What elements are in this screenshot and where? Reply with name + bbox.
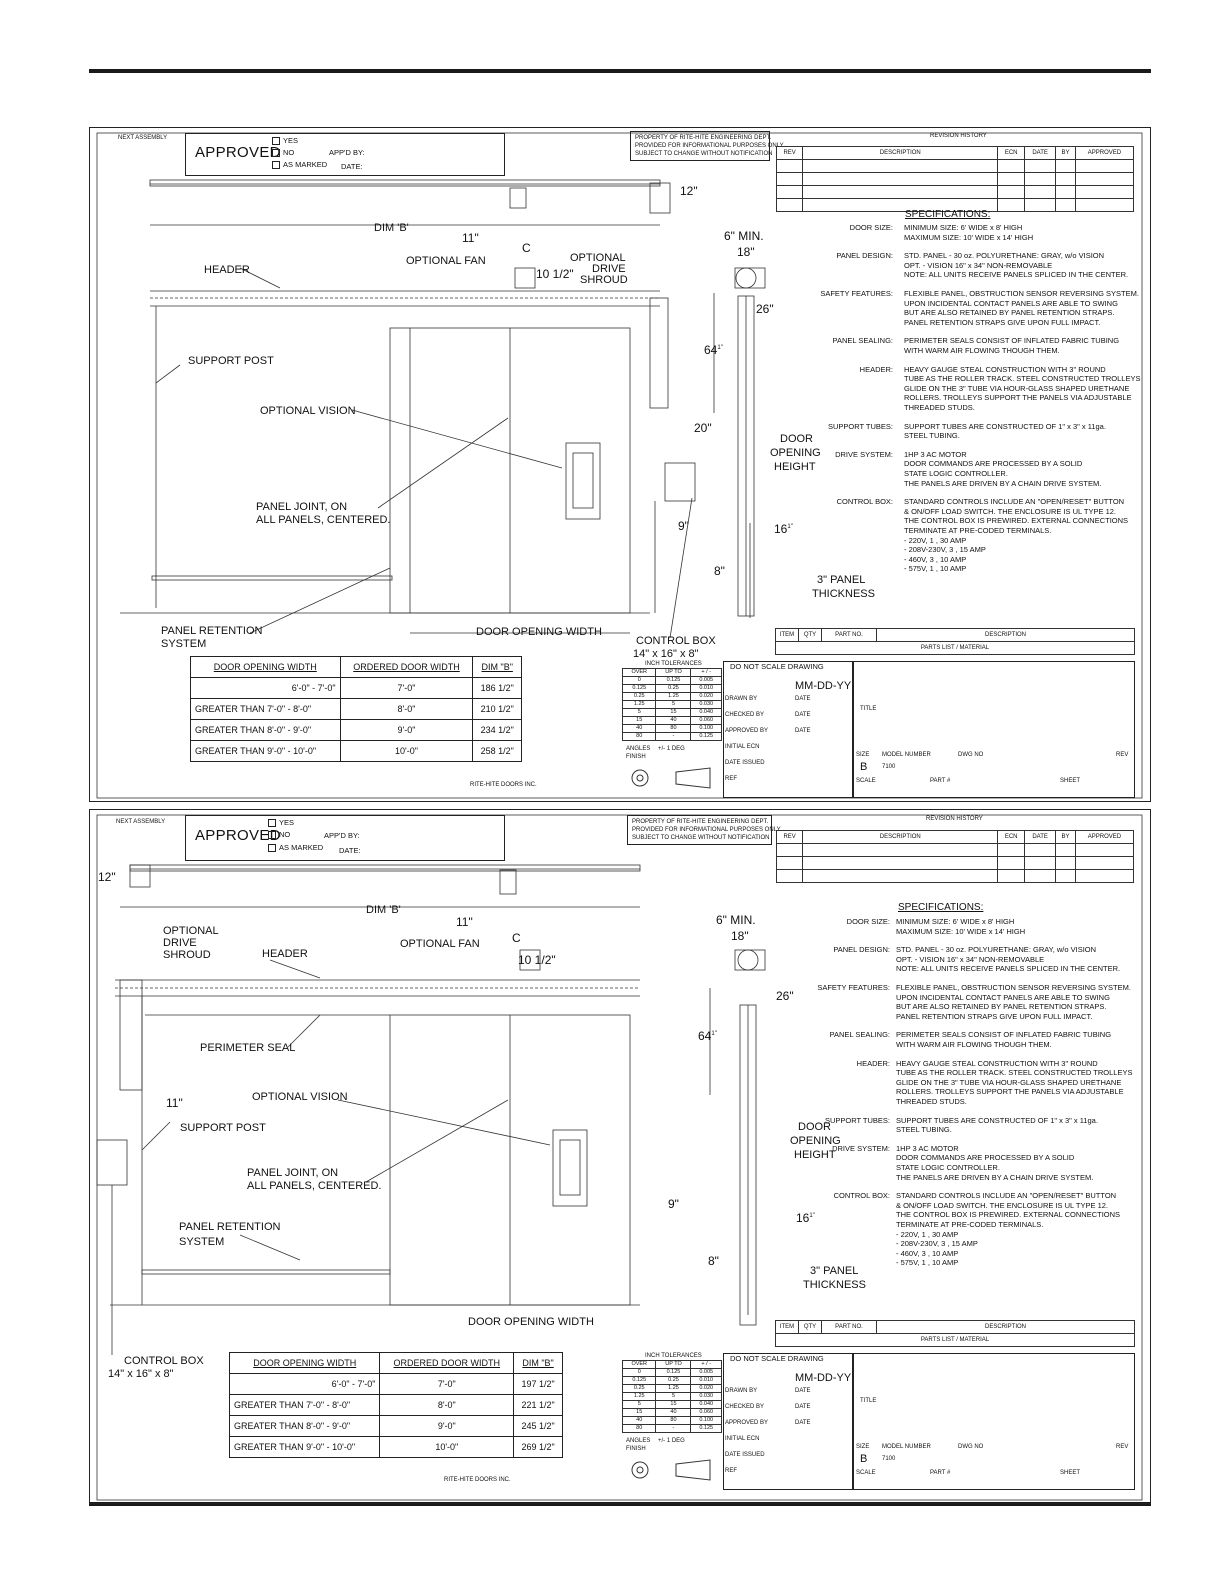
spec-value-line: TUBE AS THE ROLLER TRACK. STEEL CONSTRUCTED TROLLEYS [904, 374, 1141, 384]
header-label: HEADER [262, 948, 308, 960]
spec-value-line: - 208V-230V, 3 , 15 AMP [904, 545, 986, 555]
part-number-label: PART # [930, 1470, 951, 1476]
header-label: HEADER [204, 264, 250, 276]
title-block [620, 1320, 1140, 1500]
dim-12: 12" [98, 870, 116, 884]
date-label: DATE [795, 1420, 811, 1426]
date-format: MM-DD-YY [795, 1372, 852, 1384]
spec-value-line: NOTE: ALL UNITS RECEIVE PANELS SPLICED IN THE CENTER. [904, 270, 1129, 280]
door-size-table [229, 1352, 563, 1458]
model-number-value: 7100 [882, 764, 896, 770]
top-rule [89, 69, 1151, 73]
parts-list-table: ITEM QTY PART NO. DESCRIPTION PARTS LIST / MATERIAL [775, 1320, 1135, 1347]
spec-value-line: THREADED STUDS. [904, 403, 975, 412]
control-box-size: 14" x 16" x 8" [633, 648, 699, 660]
spec-value-line: FLEXIBLE PANEL, OBSTRUCTION SENSOR REVERSING SYSTEM. [904, 289, 1139, 298]
spec-value-line: BUT ARE ALSO RETAINED BY PANEL RETENTION STRAPS. [896, 1002, 1107, 1012]
dim-20: 20" [694, 421, 712, 435]
title-label: TITLE [860, 1398, 877, 1404]
date-issued-label: DATE ISSUED [725, 760, 765, 766]
revision-history-title: REVISION HISTORY [930, 133, 987, 139]
door-opening-height-label: OPENING [790, 1135, 841, 1147]
spec-value-line: WITH WARM AIR FLOWING THOUGH THEM. [896, 1040, 1052, 1049]
dim-26: 26" [756, 302, 774, 316]
centerline-symbol: C [522, 241, 531, 255]
approved-by-label: APPROVED BY [725, 728, 769, 734]
tolerances-title: INCH TOLERANCES [645, 1353, 702, 1359]
ref-label: REF [725, 776, 737, 782]
spec-value-line: UPON INCIDENTAL CONTACT PANELS ARE ABLE TO SWING [904, 298, 1118, 308]
spec-label: CONTROL BOX: [833, 1191, 890, 1201]
spec-value-line: SUPPORT TUBES ARE CONSTRUCTED OF 1" x 3" x 11ga. [896, 1115, 1098, 1125]
door-size-table [190, 656, 522, 762]
spec-value-line: TERMINATE AT PRE-CODED TERMINALS. [904, 526, 1052, 535]
spec-value-line: MAXIMUM SIZE: 10' WIDE x 14' HIGH [896, 926, 1026, 936]
dim-11: 11" [462, 231, 479, 245]
door-opening-height-label: DOOR [798, 1121, 831, 1133]
control-box-size: 14" x 16" x 8" [108, 1368, 174, 1380]
table-row: 80 - 0.125 [623, 733, 722, 741]
door-opening-height-label: OPENING [770, 447, 821, 459]
spec-value-line: MINIMUM SIZE: 6' WIDE x 8' HIGH [904, 223, 1023, 232]
dim-64: $64^{1"}$ [704, 343, 723, 357]
table-row: 0.25 1.25 0.020 [623, 1385, 722, 1393]
spec-value-line: THREADED STUDS. [896, 1097, 967, 1106]
perimeter-seal-label: PERIMETER SEAL [200, 1042, 296, 1054]
approve-as-marked-option[interactable]: AS MARKED [268, 844, 323, 852]
spec-value-line: GLIDE ON THE 3" TUBE VIA HOUR-GLASS SHAPED URETHANE [896, 1077, 1122, 1087]
specifications-title: SPECIFICATIONS: [905, 209, 991, 220]
size-label: SIZE [856, 752, 870, 758]
model-number-value: 7100 [882, 1456, 896, 1462]
spec-value-line: - 220V, 1 , 30 AMP [896, 1229, 959, 1239]
panel-thickness-label: THICKNESS [812, 588, 875, 600]
spec-value-line: ROLLERS. TROLLEYS SUPPORT THE PANELS VIA ADJUSTABLE [896, 1087, 1124, 1097]
dim-9: 9" [678, 519, 689, 533]
table-header: ORDERED DOOR WIDTH [340, 657, 473, 678]
optional-fan-label: OPTIONAL FAN [406, 255, 486, 267]
property-note-line: PROPERTY OF RITE-HITE ENGINEERING DEPT. [635, 135, 772, 141]
panel-thickness-label: 3" PANEL [817, 574, 866, 586]
do-not-scale-label: DO NOT SCALE DRAWING [730, 662, 824, 671]
door-opening-height-label: HEIGHT [794, 1149, 836, 1161]
approve-as-marked-option[interactable]: AS MARKED [272, 161, 327, 169]
door-opening-width-label: DOOR OPENING WIDTH [468, 1316, 594, 1328]
spec-value-line: SUPPORT TUBES ARE CONSTRUCTED OF 1" x 3" x 11ga. [904, 421, 1106, 431]
approve-no-option[interactable]: NO [272, 149, 294, 157]
spec-value-line: DOOR COMMANDS ARE PROCESSED BY A SOLID [896, 1153, 1075, 1163]
table-row: GREATER THAN 8'-0" - 9'-0" 9'-0" 234 1/2" [191, 720, 522, 741]
checkbox-icon [272, 149, 280, 157]
checkbox-icon [268, 831, 276, 839]
rev-label: REV [1116, 752, 1129, 758]
checkbox-icon [272, 161, 280, 169]
specifications-title: SPECIFICATIONS: [898, 902, 984, 913]
revision-table: REV DESCRIPTION ECN DATE BY APPROVED [776, 146, 1134, 212]
property-note-line: PROPERTY OF RITE-HITE ENGINEERING DEPT. [632, 819, 769, 825]
panel-retention-label: PANEL RETENTION [179, 1221, 281, 1233]
door-opening-width-label: DOOR OPENING WIDTH [476, 626, 602, 638]
copyright-note: RITE-HITE DOORS INC. [444, 1477, 511, 1483]
table-row: 0 0.125 0.005 [623, 1369, 722, 1377]
drawn-by-label: DRAWN BY [725, 1388, 758, 1394]
panel-joint-label: ALL PANELS, CENTERED. [247, 1180, 382, 1192]
spec-label: PANEL SEALING: [829, 1030, 890, 1040]
spec-label: DOOR SIZE: [849, 223, 893, 232]
table-header: DIM "B" [514, 1353, 563, 1374]
checkbox-icon [272, 137, 280, 145]
table-row: 5 15 0.040 [623, 709, 722, 717]
spec-value-line: - 460V, 3 , 10 AMP [904, 554, 967, 564]
appd-by-label: APP'D BY: [324, 831, 360, 840]
table-row: 40 80 0.100 [623, 725, 722, 733]
spec-value-line: THE CONTROL BOX IS PREWIRED. EXTERNAL CONNECTIONS [896, 1210, 1121, 1220]
panel-thickness-label: THICKNESS [803, 1279, 866, 1291]
drawn-by-label: DRAWN BY [725, 696, 758, 702]
date-label: DATE [795, 696, 811, 702]
table-row: GREATER THAN 9'-0" - 10'-0" 10'-0" 269 1/2" [230, 1437, 563, 1458]
tolerances-title: INCH TOLERANCES [645, 661, 702, 667]
panel-retention-label: SYSTEM [179, 1236, 225, 1248]
dim-8: 8" [708, 1254, 719, 1268]
dim-12: 12" [680, 184, 698, 198]
table-row: 0.25 1.25 0.020 [623, 693, 722, 701]
model-number-label: MODEL NUMBER [882, 1444, 931, 1450]
drive-shroud-label: OPTIONAL [570, 252, 626, 264]
support-post-label: SUPPORT POST [180, 1122, 266, 1134]
control-box-label: CONTROL BOX [636, 635, 716, 647]
table-row: 0.125 0.25 0.010 [623, 1377, 722, 1385]
dim-16: $16^{1"}$ [796, 1211, 815, 1225]
approval-box [185, 133, 505, 176]
spec-label: SAFETY FEATURES: [817, 983, 890, 992]
spec-label: SUPPORT TUBES: [824, 1115, 890, 1125]
dim-10-5: 10 1/2" [518, 953, 556, 967]
spec-value-line: FLEXIBLE PANEL, OBSTRUCTION SENSOR REVERSING SYSTEM. [896, 983, 1131, 992]
drive-shroud-label: SHROUD [580, 274, 628, 286]
table-row: GREATER THAN 9'-0" - 10'-0" 10'-0" 258 1/2" [191, 741, 522, 762]
drive-shroud-label: SHROUD [163, 949, 211, 961]
scale-label: SCALE [856, 778, 876, 784]
dim-18: 18" [737, 245, 755, 259]
dim-10-5: 10 1/2" [536, 267, 574, 281]
date-issued-label: DATE ISSUED [725, 1452, 765, 1458]
projection-symbol-icon [628, 766, 720, 790]
table-row: 6'-0" - 7'-0" 7'-0" 197 1/2" [230, 1374, 563, 1395]
title-label: TITLE [860, 706, 877, 712]
spec-value-line: NOTE: ALL UNITS RECEIVE PANELS SPLICED IN THE CENTER. [896, 964, 1121, 974]
spec-value-line: ROLLERS. TROLLEYS SUPPORT THE PANELS VIA ADJUSTABLE [904, 393, 1132, 403]
table-row: 1.25 5 0.030 [623, 701, 722, 709]
size-value: B [860, 1453, 868, 1465]
table-row: 5 15 0.040 [623, 1401, 722, 1409]
dim-26: 26" [776, 989, 794, 1003]
revision-table: REV DESCRIPTION ECN DATE BY APPROVED [776, 830, 1134, 883]
optional-vision-label: OPTIONAL VISION [260, 405, 356, 417]
dwg-no-label: DWG NO [958, 752, 984, 758]
angles-label: ANGLES [626, 746, 651, 752]
sheet-label: SHEET [1060, 778, 1081, 784]
ref-label: REF [725, 1468, 737, 1474]
spec-value-line: HEAVY GAUGE STEAL CONSTRUCTION WITH 3" ROUND [904, 364, 1106, 374]
spec-value-line: OPT. - VISION 16" x 34" NON-REMOVABLE [904, 260, 1053, 270]
approval-date-label: DATE: [339, 846, 361, 855]
title-area-box [853, 661, 1135, 798]
panel-retention-label: SYSTEM [161, 638, 207, 650]
table-header: ORDERED DOOR WIDTH [380, 1353, 514, 1374]
table-row: 0 0.125 0.005 [623, 677, 722, 685]
spec-label: PANEL DESIGN: [836, 251, 893, 261]
parts-list-table: ITEM QTY PART NO. DESCRIPTION PARTS LIST / MATERIAL [775, 628, 1135, 655]
property-note-line: PROVIDED FOR INFORMATIONAL PURPOSES ONLY [632, 827, 781, 833]
door-opening-height-label: DOOR [780, 433, 813, 445]
checked-by-label: CHECKED BY [725, 712, 765, 718]
property-note-box [627, 815, 781, 845]
date-label: DATE [795, 728, 811, 734]
spec-value-line: STANDARD CONTROLS INCLUDE AN "OPEN/RESET" BUTTON [896, 1191, 1117, 1201]
panel-joint-label: PANEL JOINT, ON [256, 501, 348, 513]
spec-value-line: PERIMETER SEALS CONSIST OF INFLATED FABRIC TUBING [896, 1030, 1112, 1040]
angles-value: +/- 1 DEG [658, 746, 685, 752]
table-row: GREATER THAN 7'-0" - 8'-0" 8'-0" 221 1/2" [230, 1395, 563, 1416]
copyright-note: RITE-HITE DOORS INC. [470, 782, 537, 788]
spec-value-line: STATE LOGIC CONTROLLER. [896, 1163, 1000, 1172]
scale-label: SCALE [856, 1470, 876, 1476]
angles-value: +/- 1 DEG [658, 1438, 685, 1444]
dim-b-label: DIM 'B' [374, 222, 409, 234]
dim-9: 9" [668, 1197, 679, 1211]
table-row: GREATER THAN 7'-0" - 8'-0" 8'-0" 210 1/2" [191, 699, 522, 720]
drive-shroud-label: OPTIONAL [163, 925, 219, 937]
next-assembly-label: NEXT ASSEMBLY [116, 819, 166, 825]
dim-64: $64^{1"}$ [698, 1029, 717, 1043]
spec-value-line: STD. PANEL - 30 oz. POLYURETHANE: GRAY, w/o VISION [896, 945, 1097, 955]
spec-value-line: 1HP 3 AC MOTOR [904, 449, 967, 459]
checked-by-label: CHECKED BY [725, 1404, 765, 1410]
spec-label: SAFETY FEATURES: [820, 289, 893, 298]
spec-value-line: STEEL TUBING. [896, 1125, 952, 1135]
panel-thickness-label: 3" PANEL [810, 1265, 859, 1277]
appd-by-label: APP'D BY: [329, 148, 365, 157]
spec-value-line: - 460V, 3 , 10 AMP [896, 1248, 959, 1258]
spec-value-line: MAXIMUM SIZE: 10' WIDE x 14' HIGH [904, 232, 1034, 242]
property-note-line: SUBJECT TO CHANGE WITHOUT NOTIFICATION [635, 151, 773, 157]
approve-yes-option[interactable]: YES [272, 137, 298, 145]
spec-label: HEADER: [859, 364, 893, 374]
spec-value-line: DOOR COMMANDS ARE PROCESSED BY A SOLID [904, 459, 1083, 469]
approval-box [185, 815, 505, 861]
initial-ecn-label: INITIAL ECN [725, 744, 760, 750]
spec-value-line: - 208V-230V, 3 , 15 AMP [896, 1239, 978, 1249]
drive-shroud-label: DRIVE [592, 263, 626, 275]
date-label: DATE [795, 1404, 811, 1410]
support-post-label: SUPPORT POST [188, 355, 274, 367]
control-box-label: CONTROL BOX [124, 1355, 204, 1367]
date-label: DATE [795, 712, 811, 718]
checkbox-icon [268, 819, 276, 827]
dim-11-post: 11" [166, 1096, 183, 1110]
spec-value-line: TUBE AS THE ROLLER TRACK. STEEL CONSTRUCTED TROLLEYS [896, 1068, 1133, 1078]
spec-value-line: 1HP 3 AC MOTOR [896, 1143, 959, 1153]
table-row: 1.25 5 0.030 [623, 1393, 722, 1401]
approval-date-label: DATE: [341, 162, 363, 171]
date-format: MM-DD-YY [795, 680, 852, 692]
spec-value-line: PANEL RETENTION STRAPS GIVE UPON FULL IMPACT. [896, 1011, 1093, 1021]
optional-fan-label: OPTIONAL FAN [400, 938, 480, 950]
dim-6-min: 6" MIN. [724, 229, 764, 243]
spec-value-line: & ON/OFF LOAD SWITCH. THE ENCLOSURE IS UL TYPE 12. [896, 1200, 1108, 1210]
spec-label: DOOR SIZE: [846, 917, 890, 926]
table-row: 6'-0" - 7'-0" 7'-0" 186 1/2" [191, 678, 522, 699]
optional-vision-label: OPTIONAL VISION [252, 1091, 348, 1103]
table-row: 80 - 0.125 [623, 1425, 722, 1433]
dim-8: 8" [714, 564, 725, 578]
angles-label: ANGLES [626, 1438, 651, 1444]
dim-16: $16^{1"}$ [774, 522, 793, 536]
spec-value-line: - 220V, 1 , 30 AMP [904, 535, 967, 545]
tolerance-table: OVER UP TO + / - 0 0.125 0.005 0.125 0.25 0.010 0.25 1.25 0.020 1.25 5 0.030 5 15 0.040 15 40 0.060 40 80 0.100 80 - 0.125 [622, 1360, 722, 1433]
spec-value-line: PANEL RETENTION STRAPS GIVE UPON FULL IMPACT. [904, 317, 1101, 327]
property-note-box [630, 131, 784, 161]
spec-label: HEADER: [856, 1058, 890, 1068]
panel-retention-label: PANEL RETENTION [161, 625, 263, 637]
do-not-scale-label: DO NOT SCALE DRAWING [730, 1354, 824, 1363]
drive-shroud-label: DRIVE [163, 937, 197, 949]
table-row: 15 40 0.060 [623, 717, 722, 725]
approved-title: APPROVED [195, 827, 281, 844]
model-number-label: MODEL NUMBER [882, 752, 931, 758]
sheet-label: SHEET [1060, 1470, 1081, 1476]
approved-by-label: APPROVED BY [725, 1420, 769, 1426]
spec-value-line: GLIDE ON THE 3" TUBE VIA HOUR-GLASS SHAPED URETHANE [904, 383, 1130, 393]
checkbox-icon [268, 844, 276, 852]
rev-label: REV [1116, 1444, 1129, 1450]
dim-11: 11" [456, 915, 473, 929]
approve-yes-option[interactable]: YES [268, 819, 294, 827]
spec-value-line: STATE LOGIC CONTROLLER. [904, 469, 1008, 478]
table-header: DIM "B" [473, 657, 522, 678]
spec-label: PANEL SEALING: [832, 336, 893, 346]
spec-label: CONTROL BOX: [836, 497, 893, 507]
spec-value-line: THE PANELS ARE DRIVEN BY A CHAIN DRIVE SYSTEM. [896, 1172, 1094, 1182]
spec-value-line: PERIMETER SEALS CONSIST OF INFLATED FABRIC TUBING [904, 336, 1120, 346]
size-value: B [860, 761, 868, 773]
date-label: DATE [795, 1388, 811, 1394]
spec-value-line: UPON INCIDENTAL CONTACT PANELS ARE ABLE TO SWING [896, 992, 1110, 1002]
dwg-no-label: DWG NO [958, 1444, 984, 1450]
drawing-sheet-2 [89, 809, 1151, 1504]
dim-6-min: 6" MIN. [716, 913, 756, 927]
property-note-line: SUBJECT TO CHANGE WITHOUT NOTIFICATION [632, 835, 770, 841]
initial-ecn-label: INITIAL ECN [725, 1436, 760, 1442]
spec-value-line: - 575V, 1 , 10 AMP [896, 1258, 959, 1268]
spec-label: DRIVE SYSTEM: [835, 449, 893, 459]
projection-symbol-icon [628, 1458, 720, 1482]
approve-no-option[interactable]: NO [268, 831, 290, 839]
title-block [620, 628, 1140, 798]
part-number-label: PART # [930, 778, 951, 784]
panel-joint-label: PANEL JOINT, ON [247, 1167, 339, 1179]
property-note-line: PROVIDED FOR INFORMATIONAL PURPOSES ONLY [635, 143, 784, 149]
spec-value-line: THE PANELS ARE DRIVEN BY A CHAIN DRIVE SYSTEM. [904, 478, 1102, 488]
table-header: DOOR OPENING WIDTH [191, 657, 341, 678]
finish-label: FINISH [626, 1446, 646, 1452]
tolerance-table: OVER UP TO + / - 0 0.125 0.005 0.125 0.25 0.010 0.25 1.25 0.020 1.25 5 0.030 5 15 0.040 15 40 0.060 40 80 0.100 80 - 0.125 [622, 668, 722, 741]
spec-value-line: BUT ARE ALSO RETAINED BY PANEL RETENTION STRAPS. [904, 308, 1115, 318]
spec-label: PANEL DESIGN: [833, 945, 890, 955]
spec-label: DRIVE SYSTEM: [832, 1143, 890, 1153]
spec-value-line: - 575V, 1 , 10 AMP [904, 564, 967, 574]
spec-value-line: & ON/OFF LOAD SWITCH. THE ENCLOSURE IS UL TYPE 12. [904, 506, 1116, 516]
spec-value-line: HEAVY GAUGE STEAL CONSTRUCTION WITH 3" ROUND [896, 1058, 1098, 1068]
dim-b-label: DIM 'B' [366, 904, 401, 916]
table-header: DOOR OPENING WIDTH [230, 1353, 380, 1374]
table-row: 0.125 0.25 0.010 [623, 685, 722, 693]
spec-value-line: STEEL TUBING. [904, 431, 960, 441]
centerline-symbol: C [512, 931, 521, 945]
door-opening-height-label: HEIGHT [774, 461, 816, 473]
panel-joint-label: ALL PANELS, CENTERED. [256, 514, 391, 526]
spec-value-line: STD. PANEL - 30 oz. POLYURETHANE: GRAY, w/o VISION [904, 251, 1105, 261]
spec-value-line: THE CONTROL BOX IS PREWIRED. EXTERNAL CONNECTIONS [904, 516, 1129, 526]
table-row: GREATER THAN 8'-0" - 9'-0" 9'-0" 245 1/2" [230, 1416, 563, 1437]
spec-value-line: WITH WARM AIR FLOWING THOUGH THEM. [904, 346, 1060, 355]
approved-title: APPROVED [195, 144, 281, 161]
next-assembly-label: NEXT ASSEMBLY [118, 135, 168, 141]
spec-value-line: STANDARD CONTROLS INCLUDE AN "OPEN/RESET" BUTTON [904, 497, 1125, 507]
drawing-sheet-1 [89, 127, 1151, 802]
spec-value-line: OPT. - VISION 16" x 34" NON-REMOVABLE [896, 954, 1045, 964]
table-row: 40 80 0.100 [623, 1417, 722, 1425]
spec-value-line: TERMINATE AT PRE-CODED TERMINALS. [896, 1220, 1044, 1229]
size-label: SIZE [856, 1444, 870, 1450]
table-row: 15 40 0.060 [623, 1409, 722, 1417]
spec-label: SUPPORT TUBES: [827, 421, 893, 431]
dim-18: 18" [731, 929, 749, 943]
title-area-box [853, 1353, 1135, 1490]
spec-value-line: MINIMUM SIZE: 6' WIDE x 8' HIGH [896, 917, 1015, 926]
revision-history-title: REVISION HISTORY [926, 816, 983, 822]
finish-label: FINISH [626, 754, 646, 760]
